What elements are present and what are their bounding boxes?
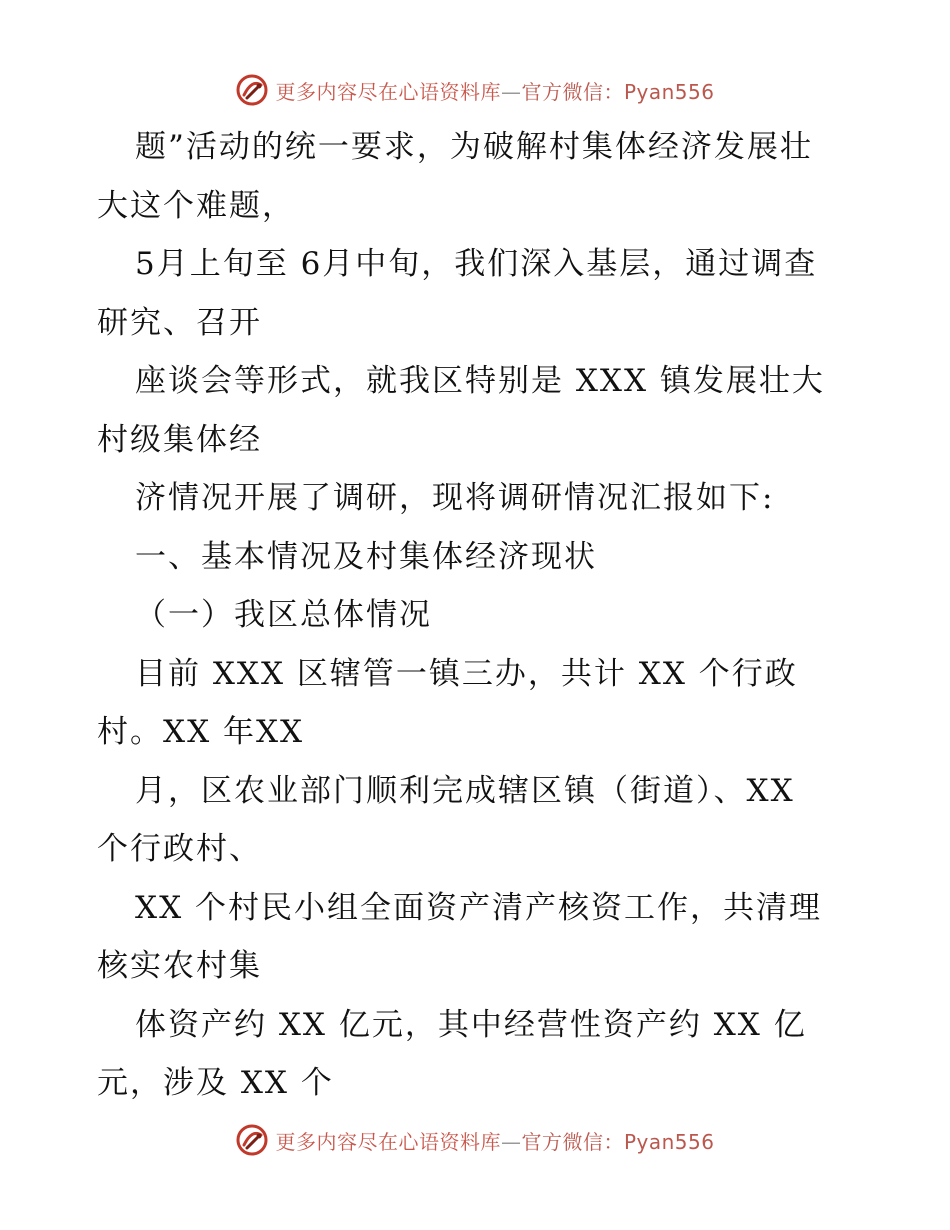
text-line: 济情况开展了调研，现将调研情况汇报如下: [135,480,775,516]
text-line: 核实农村集 [97,948,262,984]
text-line: 目前 XXX 区辖管一镇三办，共计 XX 个行政 [135,655,798,692]
text-line: XX 个村民小组全面资产清产核资工作，共清理 [135,889,822,926]
text-line: 体资产约 XX 亿元，其中经营性资产约 XX 亿 [135,1006,807,1043]
brand-logo-icon [235,73,269,107]
watermark-text: 更多内容尽在心语资料库—官方微信：Pyan556 [275,79,715,104]
text-line: 研究、召开 [97,304,262,341]
text-line: （一）我区总体情况 [135,597,432,633]
watermark-footer [0,1120,950,1160]
text-line: 一、基本情况及村集体经济现状 [135,538,597,575]
text-line: 元，涉及 XX 个 [97,1065,334,1101]
document-body [97,118,857,1113]
text-line: 村。XX 年XX [97,714,305,750]
text-line: 个行政村、 [97,831,262,867]
text-line: 大这个难题， [97,187,295,224]
text-line: 题”活动的统一要求，为破解村集体经济发展壮 [135,129,813,165]
text-line: 5月上旬至 6月中旬，我们深入基层，通过调查 [135,246,818,282]
watermark-text: 更多内容尽在心语资料库—官方微信：Pyan556 [275,1129,715,1154]
text-line: 座谈会等形式，就我区特别是 XXX 镇发展壮大 [135,363,825,399]
text-line: 月，区农业部门顺利完成辖区镇（街道）、XX [135,772,795,809]
text-line: 村级集体经 [97,421,262,458]
brand-logo-icon [235,1123,269,1157]
watermark-header [0,70,950,110]
